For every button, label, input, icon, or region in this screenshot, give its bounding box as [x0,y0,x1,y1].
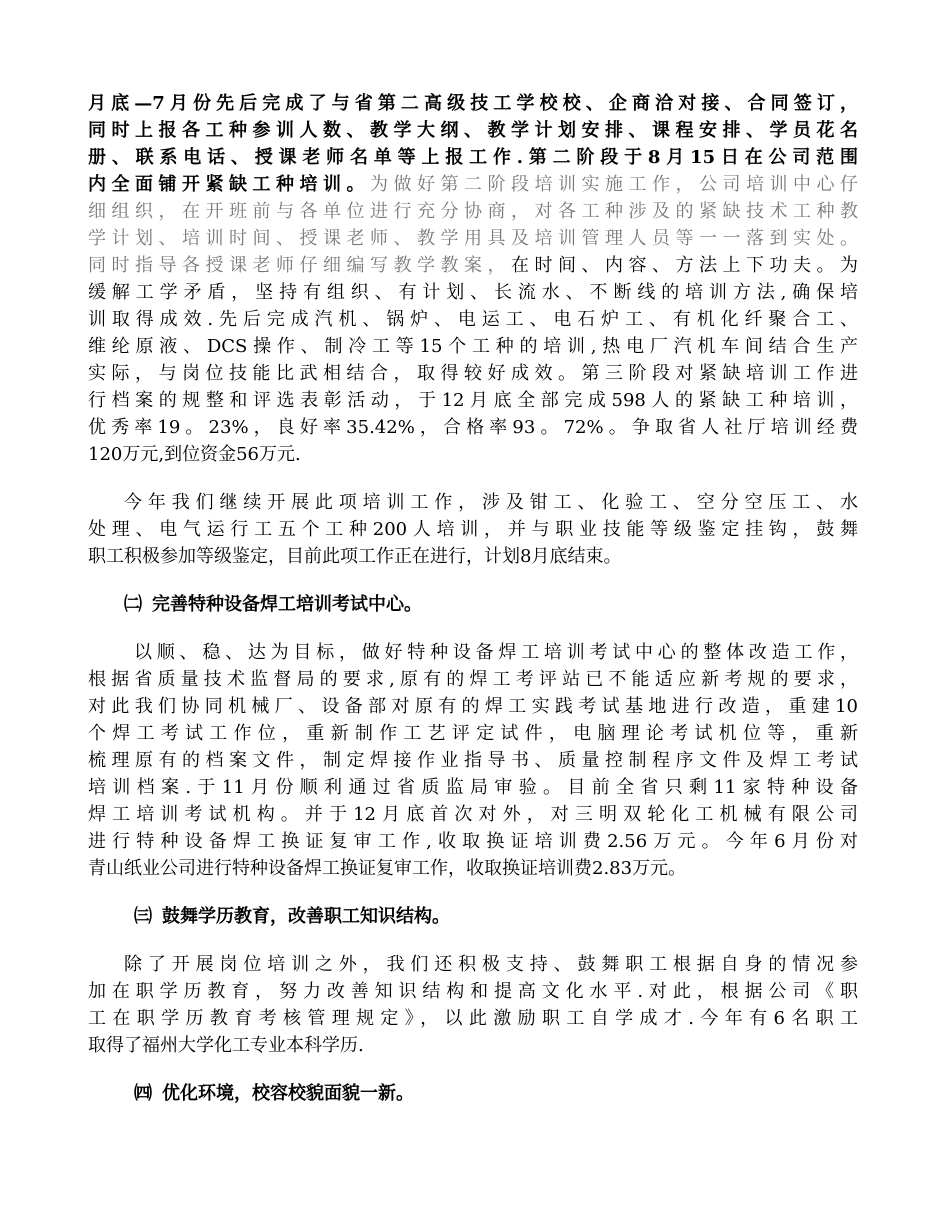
text-line [88,801,858,828]
text-line [88,171,858,198]
section-title: 鼓舞学历教育，改善职工知识结构。 [162,906,450,927]
text-segment: 加在职学历教育，努力改善知识结构和提高文化水平.对此，根据公司《职 [88,981,858,1002]
text-line [88,387,858,414]
text-segment: 培训档案.于11月份顺利通过省质监局审验。目前全省只剩11家特种设备 [88,777,858,798]
section-title: 完善特种设备焊工培训考试中心。 [152,594,422,615]
text-segment: 个焊工考试工作位，重新制作工艺评定试件，电脑理论考试机位等，重新 [88,723,858,744]
text-line [88,1032,858,1059]
text-segment: 学计划、培训时间、授课老师、教学用具及培训管理人员等一一落到实处。 [88,228,858,249]
text-line [88,360,858,387]
text-segment: 今年我们继续开展此项培训工作，涉及钳工、化验工、空分空压工、水 [124,492,858,513]
section-title: 优化环境，校容校貌面貌一新。 [162,1083,414,1104]
text-line [88,90,858,117]
text-segment: 细组织，在开班前与各单位进行充分协商，对各工种涉及的紧缺技术工种教 [88,201,858,222]
section-number: ㈡ [124,594,142,615]
text-segment: 以顺、稳、达为目标，做好特种设备焊工培训考试中心的整体改造工作， [134,642,858,663]
text-line [88,144,858,171]
text-line [88,855,858,882]
text-line [88,639,858,666]
text-segment: 取得了福州大学化工专业本科学历. [88,1035,364,1056]
section-number: ㈣ [134,1083,152,1104]
paragraph-welder-center [88,639,858,882]
text-line [88,1005,858,1032]
text-segment: 同时指导各授课老师仔细编写教学教案， [88,255,511,276]
text-segment: 根据省质量技术监督局的要求,原有的焊工考评站已不能适应新考规的要求， [88,669,858,690]
text-segment: 工在职学历教育考核管理规定》，以此激励职工自学成才.今年有6名职工 [88,1008,858,1029]
text-line [88,543,858,570]
text-line [88,666,858,693]
text-line [88,516,858,543]
document-page [88,90,858,1128]
text-segment: 维纶原液、DCS操作、制冷工等15个工种的培训,热电厂汽机车间结合生产 [88,336,858,357]
text-line [88,489,858,516]
text-segment: 职工积极参加等级鉴定，目前此项工作正在进行，计划8月底结束。 [88,546,622,567]
text-segment: 除了开展岗位培训之外，我们还积极支持、鼓舞职工根据自身的情况参 [124,954,858,975]
text-line [88,720,858,747]
section-number: ㈢ [134,906,152,927]
text-segment: 实际，与岗位技能比武相结合，取得较好成效。第三阶段对紧缺培训工作进 [88,363,858,384]
paragraph-education [88,951,858,1059]
text-segment: 册、联系电话、授课老师名单等上报工作.第二阶段于8月15日在公司范围 [88,147,858,168]
text-line [88,225,858,252]
text-segment: 为做好第二阶段培训实施工作，公司培训中心仔 [370,174,858,195]
text-line [88,951,858,978]
text-line [88,333,858,360]
text-line [88,198,858,225]
text-line [88,117,858,144]
paragraph-training-phases [88,90,858,468]
text-segment: 缓解工学矛盾，坚持有组织、有计划、长流水、不断线的培训方法,确保培 [88,282,858,303]
text-segment: 行档案的规整和评选表彰活动，于12月底全部完成598人的紧缺工种培训， [88,390,858,411]
text-segment: 在时间、内容、方法上下功夫。为 [511,255,858,276]
text-segment: 内全面铺开紧缺工种培训。 [88,174,370,195]
text-segment: 优秀率19。23%，良好率35.42%，合格率93。72%。争取省人社厅培训经费 [88,417,858,438]
text-line [88,252,858,279]
text-line [88,693,858,720]
text-segment: 进行特种设备焊工换证复审工作,收取换证培训费2.56万元。今年6月份对 [88,831,858,852]
text-segment: 处理、电气运行工五个工种200人培训，并与职业技能等级鉴定挂钩，鼓舞 [88,519,858,540]
text-segment: 焊工培训考试机构。并于12月底首次对外，对三明双轮化工机械有限公司 [88,804,858,825]
section-heading-environment [88,1080,858,1107]
text-segment: 月底—7月份先后完成了与省第二高级技工学校校、企商洽对接、合同签订， [88,93,858,114]
text-line [88,279,858,306]
text-line [88,978,858,1005]
text-line [88,441,858,468]
text-line [88,774,858,801]
section-heading-welder-center [88,591,858,618]
text-segment: 青山纸业公司进行特种设备焊工换证复审工作，收取换证培训费2.83万元。 [88,858,687,879]
section-heading-education [88,903,858,930]
paragraph-continuing-training [88,489,858,570]
text-segment: 梳理原有的档案文件，制定焊接作业指导书、质量控制程序文件及焊工考试 [88,750,858,771]
text-line [88,306,858,333]
text-segment: 训取得成效.先后完成汽机、锅炉、电运工、电石炉工、有机化纤聚合工、 [88,309,858,330]
text-segment: 120万元,到位资金56万元. [88,444,301,465]
text-line [88,828,858,855]
text-segment: 对此我们协同机械厂、设备部对原有的焊工实践考试基地进行改造，重建10 [88,696,858,717]
text-segment: 同时上报各工种参训人数、教学大纲、教学计划安排、课程安排、学员花名 [88,120,858,141]
text-line [88,414,858,441]
text-line [88,747,858,774]
